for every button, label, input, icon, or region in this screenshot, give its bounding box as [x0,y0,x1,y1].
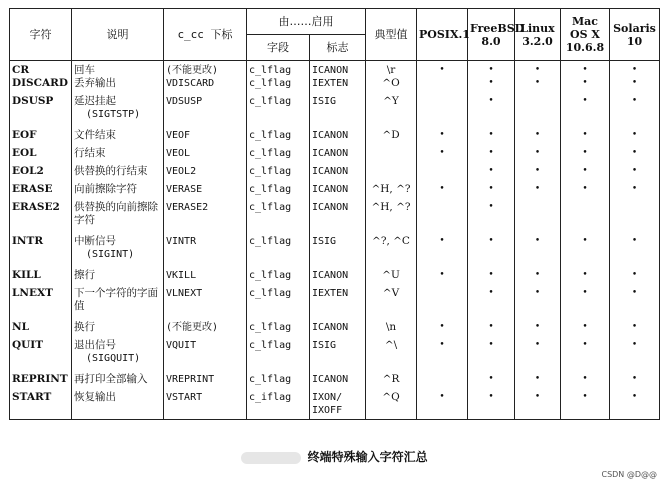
cell-freebsd: • [468,183,515,201]
header-macos: Mac OS X 10.6.8 [561,9,610,61]
cell-freebsd: • [468,391,515,419]
header-flag: 标志 [310,35,366,61]
cell-typical: ^H, ^? [366,183,417,201]
cell-macos: • [561,391,610,419]
cell-posix: • [417,129,468,147]
cell-solaris: • [610,165,660,183]
table-row [10,77,660,95]
signal-name: (SIGTSTP) [86,109,141,120]
cell-macos: • [561,183,610,201]
cell-cc: VKILL [164,269,247,287]
table-body [10,61,660,420]
cell-char: ERASE2 [10,201,72,235]
cell-typical: ^H, ^? [366,201,417,235]
table-row [10,373,660,391]
cell-flag: ICANON [310,321,366,339]
cell-char: EOL [10,147,72,165]
cell-field: c_lflag [247,77,310,95]
cell-desc [72,321,164,339]
cell-posix [417,287,468,321]
desc-text: 行结束 [74,147,106,159]
cell-solaris: • [610,373,660,391]
cell-linux: • [515,129,561,147]
header-linux: Linux 3.2.0 [515,9,561,61]
cell-desc [72,183,164,201]
cell-freebsd: • [468,201,515,235]
cell-linux: • [515,339,561,373]
cell-solaris: • [610,183,660,201]
cell-typical: ^U [366,269,417,287]
cell-linux: • [515,77,561,95]
cell-typical: ^Q [366,391,417,419]
cell-typical [366,147,417,165]
cell-posix: • [417,147,468,165]
cell-macos: • [561,287,610,321]
table-row [10,287,660,321]
cell-flag: ICANON [310,269,366,287]
table-row [10,61,660,78]
header-typical: 典型值 [366,9,417,61]
table-row [10,321,660,339]
table-header [10,9,660,61]
cell-cc: (不能更改) [164,321,247,339]
cell-typical [366,165,417,183]
cell-char: INTR [10,235,72,269]
desc-text: 中断信号 [74,235,116,247]
cell-typical: ^V [366,287,417,321]
desc-text: 丢弃输出 [74,77,116,89]
cell-linux: • [515,165,561,183]
cell-macos: • [561,373,610,391]
cell-linux [515,201,561,235]
cell-posix: • [417,235,468,269]
cell-char: LNEXT [10,287,72,321]
cell-cc: VERASE2 [164,201,247,235]
cell-posix: • [417,339,468,373]
header-solaris: Solaris 10 [610,9,660,61]
desc-text: 换行 [74,321,95,333]
desc-text: 退出信号 [74,339,116,351]
cell-posix [417,95,468,129]
cell-solaris: • [610,391,660,419]
cell-macos: • [561,129,610,147]
cell-field: c_lflag [247,201,310,235]
cell-posix: • [417,321,468,339]
table-row [10,235,660,269]
cell-solaris: • [610,95,660,129]
desc-text: 向前擦除字符 [74,183,137,195]
table-caption [0,448,669,465]
cell-desc [72,391,164,419]
cell-freebsd: • [468,95,515,129]
table-row [10,183,660,201]
cell-desc [72,201,164,235]
cell-field: c_lflag [247,61,310,78]
cell-flag: ICANON [310,373,366,391]
cell-cc: VEOF [164,129,247,147]
cell-desc [72,235,164,269]
cell-cc: VQUIT [164,339,247,373]
cell-typical: ^O [366,77,417,95]
desc-text: 文件结束 [74,129,116,141]
desc-text: 延迟挂起 [74,95,116,107]
cell-flag: IEXTEN [310,77,366,95]
desc-text: 下一个字符的字面值 [74,287,158,312]
cell-freebsd: • [468,339,515,373]
cell-freebsd: • [468,269,515,287]
cell-field: c_lflag [247,321,310,339]
cell-linux: • [515,391,561,419]
cell-flag: IXON/ IXOFF [310,391,366,419]
cell-posix [417,165,468,183]
cell-char: KILL [10,269,72,287]
desc-text: 擦行 [74,269,95,281]
header-desc: 说明 [72,9,164,61]
cell-posix [417,373,468,391]
cell-solaris: • [610,287,660,321]
cell-field: c_lflag [247,165,310,183]
cell-char: REPRINT [10,373,72,391]
cell-solaris: • [610,235,660,269]
desc-text: 恢复输出 [74,391,116,403]
table-row [10,147,660,165]
cell-field: c_lflag [247,269,310,287]
table-row [10,201,660,235]
cell-typical: \r [366,61,417,78]
cell-solaris: • [610,77,660,95]
cell-posix: • [417,391,468,419]
table-row [10,95,660,129]
cell-macos: • [561,165,610,183]
cell-typical: ^?, ^C [366,235,417,269]
cell-flag: ICANON [310,129,366,147]
cell-freebsd: • [468,287,515,321]
cell-linux: • [515,287,561,321]
cell-typical: ^D [366,129,417,147]
cell-solaris: • [610,269,660,287]
caption-text: 终端特殊输入字符汇总 [307,450,428,464]
cell-cc: VINTR [164,235,247,269]
cell-linux: • [515,269,561,287]
cell-field: c_lflag [247,183,310,201]
cell-cc: VDSUSP [164,95,247,129]
cell-desc [72,147,164,165]
cell-freebsd: • [468,235,515,269]
table-row [10,391,660,419]
cell-typical: ^\ [366,339,417,373]
header-char: 字符 [10,9,72,61]
signal-name: (SIGQUIT) [86,353,141,364]
cell-solaris: • [610,321,660,339]
cell-macos: • [561,235,610,269]
cell-macos: • [561,321,610,339]
cell-cc: VERASE [164,183,247,201]
cell-field: c_lflag [247,235,310,269]
cell-posix [417,77,468,95]
cell-cc: VEOL [164,147,247,165]
header-enabled-by: 由……启用 [247,9,366,35]
cell-linux: • [515,183,561,201]
cell-freebsd: • [468,129,515,147]
cell-flag: ISIG [310,95,366,129]
desc-text: 供替换的行结束 [74,165,148,177]
cell-freebsd: • [468,147,515,165]
blurred-text-mark [241,452,301,464]
table-container [9,8,659,420]
cell-freebsd: • [468,61,515,78]
cell-desc [72,339,164,373]
cell-typical: ^R [366,373,417,391]
cell-flag: ICANON [310,165,366,183]
cell-char: EOL2 [10,165,72,183]
cell-linux: • [515,61,561,78]
desc-text: 再打印全部输入 [74,373,148,385]
cell-field: c_iflag [247,391,310,419]
cell-solaris: • [610,129,660,147]
cell-freebsd: • [468,373,515,391]
cell-cc: VSTART [164,391,247,419]
header-freebsd: FreeBSD 8.0 [468,9,515,61]
table-row [10,269,660,287]
table-row [10,165,660,183]
cell-solaris: • [610,339,660,373]
desc-text: 回车 [74,64,95,76]
cell-field: c_lflag [247,95,310,129]
cell-macos: • [561,61,610,78]
cell-cc: (不能更改) [164,61,247,78]
cell-char: NL [10,321,72,339]
cell-linux: • [515,373,561,391]
cell-flag: ICANON [310,61,366,78]
cell-macos: • [561,147,610,165]
cell-field: c_lflag [247,339,310,373]
cell-flag: ICANON [310,183,366,201]
cell-desc [72,287,164,321]
cell-solaris: • [610,147,660,165]
special-chars-table [9,8,660,420]
table-row [10,129,660,147]
cell-macos: • [561,339,610,373]
cell-desc [72,61,164,78]
cell-char: DISCARD [10,77,72,95]
cell-char: START [10,391,72,419]
cell-posix: • [417,61,468,78]
cell-flag: ISIG [310,235,366,269]
cell-char: EOF [10,129,72,147]
table-row [10,339,660,373]
cell-linux: • [515,235,561,269]
cell-typical: \n [366,321,417,339]
cell-solaris: • [610,61,660,78]
header-posix: POSIX.1 [417,9,468,61]
cell-desc [72,165,164,183]
cell-freebsd: • [468,77,515,95]
header-field: 字段 [247,35,310,61]
cell-solaris [610,201,660,235]
cell-field: c_lflag [247,129,310,147]
cell-typical: ^Y [366,95,417,129]
cell-flag: IEXTEN [310,287,366,321]
cell-flag: ISIG [310,339,366,373]
desc-text: 供替换的向前擦除字符 [74,201,158,226]
cell-cc: VREPRINT [164,373,247,391]
cell-cc: VEOL2 [164,165,247,183]
signal-name: (SIGINT) [86,249,135,260]
cell-linux [515,95,561,129]
cell-cc: VDISCARD [164,77,247,95]
cell-desc [72,95,164,129]
header-cc-index: c_cc 下标 [164,9,247,61]
cell-linux: • [515,147,561,165]
cell-linux: • [515,321,561,339]
cell-field: c_lflag [247,287,310,321]
cell-desc [72,77,164,95]
cell-desc [72,269,164,287]
cell-flag: ICANON [310,147,366,165]
cell-field: c_lflag [247,373,310,391]
cell-posix: • [417,269,468,287]
cell-macos [561,201,610,235]
cell-cc: VLNEXT [164,287,247,321]
cell-flag: ICANON [310,201,366,235]
cell-char: CR [10,61,72,78]
cell-char: ERASE [10,183,72,201]
cell-desc [72,129,164,147]
cell-field: c_lflag [247,147,310,165]
cell-macos: • [561,95,610,129]
cell-desc [72,373,164,391]
cell-char: QUIT [10,339,72,373]
cell-freebsd: • [468,321,515,339]
cell-freebsd: • [468,165,515,183]
cell-posix: • [417,183,468,201]
watermark: CSDN @D@@ [601,470,657,479]
cell-char: DSUSP [10,95,72,129]
cell-macos: • [561,269,610,287]
cell-posix [417,201,468,235]
cell-macos: • [561,77,610,95]
